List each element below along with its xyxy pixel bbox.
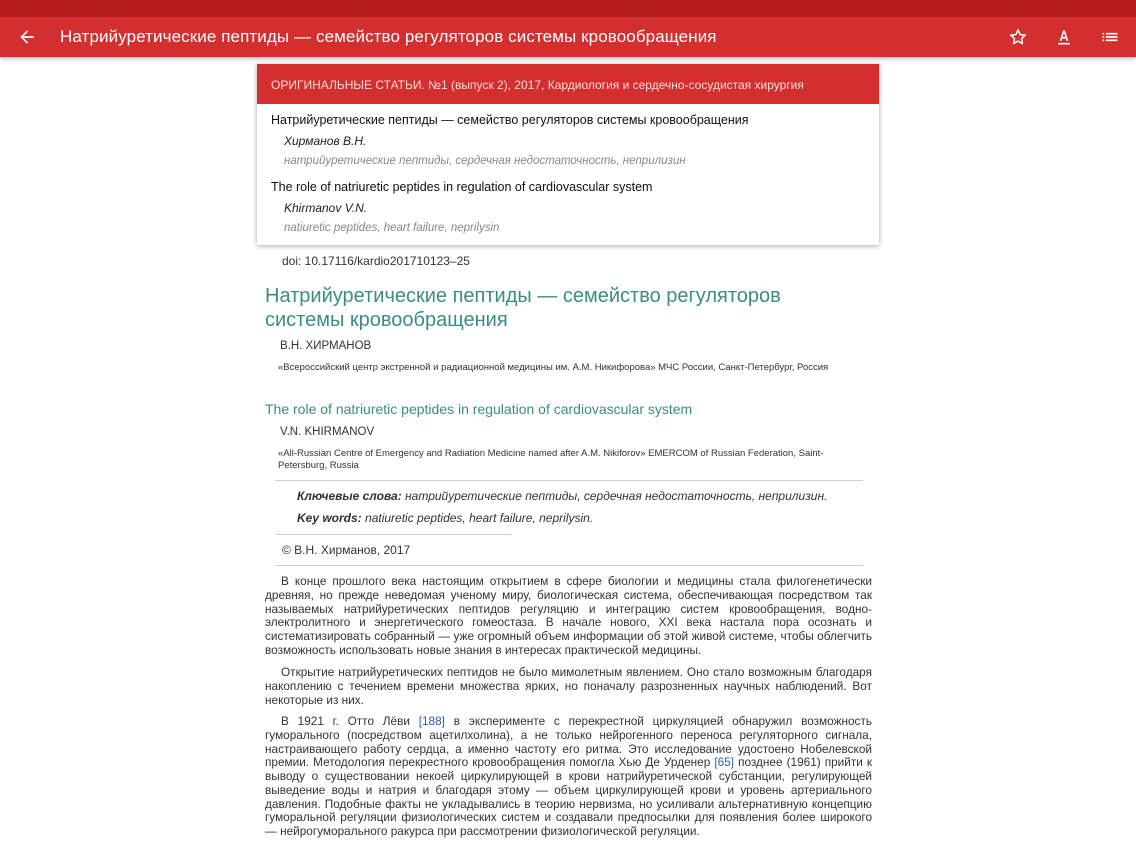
keywords-en-text: natiuretic peptides, heart failure, neprilysin. xyxy=(365,511,594,525)
copyright: © В.Н. Хирманов, 2017 xyxy=(282,543,411,557)
article-title-en: The role of natriuretic peptides in regulation of cardiovascular system xyxy=(265,401,693,417)
section-label: ОРИГИНАЛЬНЫЕ СТАТЬИ. xyxy=(271,78,425,92)
card-header xyxy=(257,64,879,104)
author-ru: В.Н. ХИРМАНОВ xyxy=(280,340,372,352)
keywords-ru-label: Ключевые слова: xyxy=(297,489,402,503)
article-viewer[interactable] xyxy=(0,57,1136,852)
paragraph: Открытие натрийуретических пептидов не было мимолетным явлением. Оно стало возможным благодаря накоплению с течением времени множества ярких, но поначалу разрозненных научных наблюдений. Вот некоторые из них. xyxy=(265,665,872,707)
affiliation-en: «All-Russian Centre of Emergency and Radiation Medicine named after A.M. Nikiforov» EMERCOM of Russian Federation, Saint-Petersburg, Russia xyxy=(278,448,824,471)
app-bar xyxy=(0,17,1136,57)
keywords-en xyxy=(297,511,593,525)
bookmark-button[interactable] xyxy=(1004,23,1032,51)
divider xyxy=(275,534,511,535)
arrow-left-icon xyxy=(17,27,37,47)
status-bar xyxy=(0,0,1136,17)
list-icon xyxy=(1100,27,1120,47)
paragraph: В конце прошлого века настоящим открытием в сфере биологии и медицины стала филогенетически древняя, но прежде неведомая ученому миру, биологическая система, обеспечивающая посредством так называемых натрийуретических пептидов регуляцию и интеграцию систем кровообращения, водно-электролитного и энергетического гомеостаза. В начале нового, XXI века настала пора осознать и систематизировать собранный — уже огромный объем информации об этой живой системе, чтобы облегчить возможность использовать новые знания в интересах практической медицины. xyxy=(265,574,872,657)
app-bar-actions xyxy=(986,23,1124,51)
keywords-ru xyxy=(297,489,827,503)
article-title-ru: Натрийуретические пептиды — семейство регуляторов системы кровообращения xyxy=(265,285,781,331)
issue-label: №1 (выпуск 2), 2017, Кардиология и сердечно-сосудистая хирургия xyxy=(428,78,804,92)
text-format-icon xyxy=(1054,27,1074,47)
back-button[interactable] xyxy=(13,23,41,51)
article-page xyxy=(257,57,879,852)
card-author-ru: Хирманов В.Н. xyxy=(284,134,367,148)
divider xyxy=(275,565,863,566)
contents-button[interactable] xyxy=(1096,23,1124,51)
text-format-button[interactable] xyxy=(1050,23,1078,51)
card-author-en: Khirmanov V.N. xyxy=(284,201,368,215)
card-title-en: The role of natriuretic peptides in regulation of cardiovascular system xyxy=(271,180,653,194)
doi: doi: 10.17116/kardio201710123–25 xyxy=(282,254,470,268)
star-outline-icon xyxy=(1008,27,1028,47)
card-keywords-en: natiuretic peptides, heart failure, neprilysin xyxy=(284,222,500,234)
reference-link[interactable]: [65] xyxy=(714,755,735,770)
paragraph: В 1921 г. Отто Лёви [188] в эксперименте с перекрестной циркуляцией обнаружил возможность гуморального (посредством ацетилхолина), а не только нейрогенного переноса регуляторного сигнала, настраивающего работу сердца, а именно частоту его ритма. Это исследование удостоено Нобелевской премии. Методология перекрестного кровообращения помогла Хью Де Урденер [65] позднее (1961) прийти к выводу о существовании некоей циркулирующей в крови натрийуретической субстанции, регулирующей выведение воды и натрия и благодаря этому — объем циркулирующей крови и уровень артериального давления. Подобные факты не укладывались в теорию нервизма, но усиливали альтернативную концепцию гуморальной регуляции физиологических систем и создавали предпосылки для появления более широкого — нейрогуморального ракурса при рассмотрении физиологической регуляции. xyxy=(265,714,873,838)
app-bar-title: Натрийуретические пептиды — семейство регуляторов системы кровообращения xyxy=(60,27,717,46)
author-en: V.N. KHIRMANOV xyxy=(280,426,375,438)
card-title-ru: Натрийуретические пептиды — семейство регуляторов системы кровообращения xyxy=(271,113,749,127)
affiliation-ru: «Всероссийский центр экстренной и радиационной медицины им. А.М. Никифорова» МЧС России, Санкт-Петербург, Россия xyxy=(278,362,829,373)
keywords-ru-text: натрийуретические пептиды, сердечная недостаточность, неприлизин. xyxy=(405,489,828,503)
card-keywords-ru: натрийуретические пептиды, сердечная недостаточность, неприлизин xyxy=(284,155,686,167)
keywords-en-label: Key words: xyxy=(297,511,362,525)
reference-link[interactable]: [188] xyxy=(418,714,445,728)
divider xyxy=(275,480,863,481)
article-info-card xyxy=(257,64,879,245)
